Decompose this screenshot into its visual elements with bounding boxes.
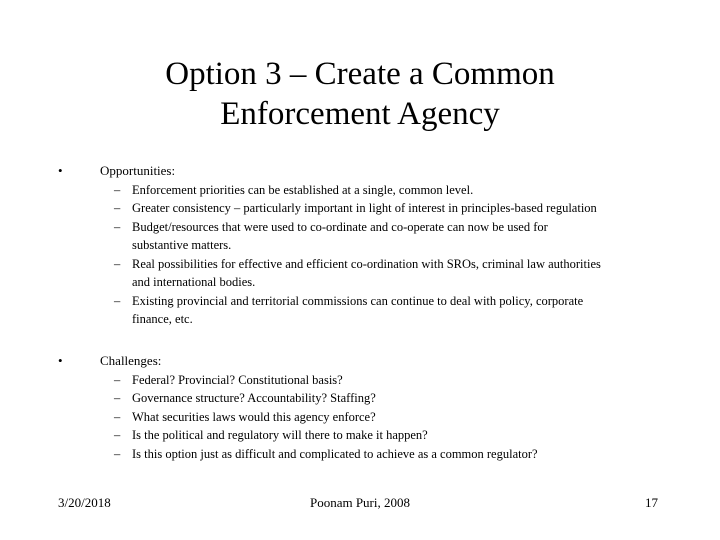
- list-item: [58, 218, 668, 255]
- list-item: [58, 181, 668, 200]
- dash-bullet-icon: –: [114, 372, 121, 387]
- dash-bullet-icon: –: [114, 391, 121, 405]
- list-item-text-line: Existing provincial and territorial commissions can continue to deal with policy, corporate: [132, 293, 584, 308]
- dash-bullet-icon: –: [114, 446, 121, 461]
- slide-title-line-2: Enforcement Agency: [220, 96, 500, 132]
- bullet-icon: •: [58, 163, 63, 178]
- opportunities-list: [58, 181, 668, 329]
- list-item: [58, 199, 668, 218]
- list-item-text-line: Governance structure? Accountability? Staffing?: [132, 391, 376, 405]
- challenges-bullet-row: [58, 352, 668, 371]
- dash-bullet-icon: –: [114, 428, 121, 442]
- list-item-text-line: Federal? Provincial? Constitutional basis?: [132, 372, 343, 387]
- list-item: [58, 408, 668, 427]
- bullet-icon: •: [58, 353, 63, 368]
- challenges-section: [58, 352, 668, 463]
- dash-bullet-icon: –: [114, 409, 121, 424]
- dash-bullet-icon: –: [114, 293, 121, 308]
- list-item-text-line: Budget/resources that were used to co-ordinate and co-operate can now be used for: [132, 219, 548, 234]
- opportunities-bullet-row: [58, 162, 668, 181]
- list-item: [58, 426, 668, 445]
- list-item: [58, 389, 668, 408]
- dash-bullet-icon: –: [114, 201, 121, 215]
- dash-bullet-icon: –: [114, 256, 121, 271]
- list-item: [58, 445, 668, 464]
- list-item: [58, 371, 668, 390]
- opportunities-heading: Opportunities:: [100, 163, 176, 178]
- list-item-text-line: Is the political and regulatory will there to make it happen?: [132, 428, 428, 442]
- dash-bullet-icon: –: [114, 219, 121, 234]
- footer-date: 3/20/2018: [58, 495, 111, 510]
- challenges-list: [58, 371, 668, 464]
- slide-title: [0, 54, 720, 134]
- dash-bullet-icon: –: [114, 182, 121, 197]
- list-item-text-line: substantive matters.: [132, 238, 232, 252]
- footer-author: Poonam Puri, 2008: [309, 495, 411, 510]
- list-item-text-line: What securities laws would this agency enforce?: [132, 409, 376, 424]
- list-item-text-line: Greater consistency – particularly important in light of interest in principles-based regulation: [132, 201, 597, 215]
- list-item-text-line: Is this option just as difficult and complicated to achieve as a common regulator?: [132, 446, 538, 461]
- list-item-text-line: finance, etc.: [132, 312, 193, 326]
- challenges-heading: Challenges:: [100, 353, 162, 368]
- opportunities-section: [58, 162, 668, 329]
- list-item-text-line: Real possibilities for effective and efficient co-ordination with SROs, criminal law authorities: [132, 256, 601, 271]
- list-item-text-line: and international bodies.: [132, 275, 256, 289]
- slide-title-line-1: Option 3 – Create a Common: [165, 56, 555, 92]
- list-item: [58, 255, 668, 292]
- list-item: [58, 292, 668, 329]
- list-item-text-line: Enforcement priorities can be established at a single, common level.: [132, 182, 474, 197]
- footer-page-number: 17: [645, 495, 658, 510]
